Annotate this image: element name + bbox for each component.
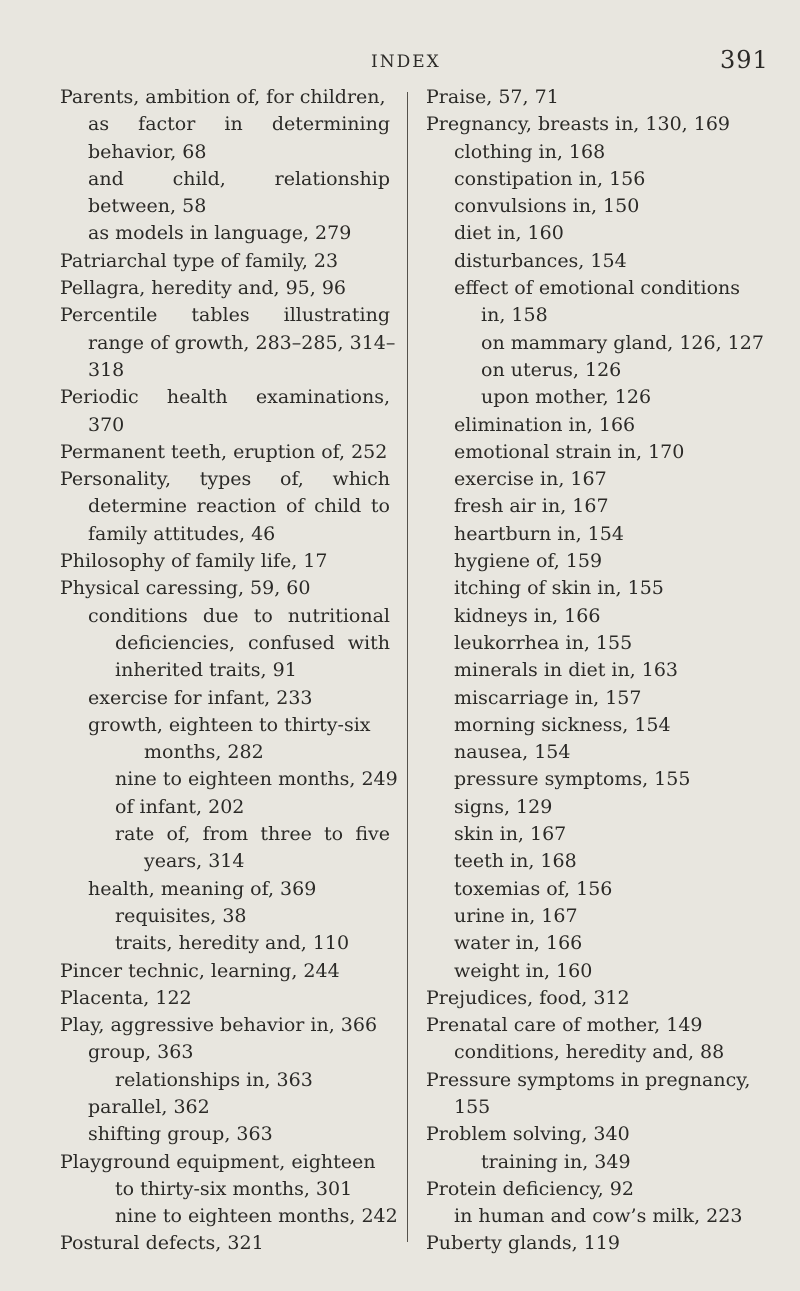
- index-subentry: years, 314: [144, 850, 245, 873]
- index-subentry: in human and cow’s milk, 223: [454, 1205, 743, 1228]
- index-entry: Puberty glands, 119: [426, 1232, 620, 1255]
- index-subentry: conditions due to nutritional: [88, 604, 390, 627]
- index-entry: Placenta, 122: [60, 986, 192, 1009]
- index-subentry: and child, relationship: [88, 167, 390, 190]
- index-entry: Pincer technic, learning, 244: [60, 959, 340, 982]
- index-entry: Pellagra, heredity and, 95, 96: [60, 277, 347, 300]
- index-subentry: family attitudes, 46: [88, 522, 276, 545]
- index-column-right: [426, 84, 776, 1258]
- index-subentry: signs, 129: [454, 795, 553, 818]
- index-entry: Protein deficiency, 92: [426, 1177, 634, 1200]
- index-subentry: heartburn in, 154: [454, 522, 624, 545]
- index-subentry: relationships in, 363: [115, 1068, 313, 1091]
- index-entry: Pregnancy, breasts in, 130, 169: [426, 113, 730, 136]
- index-subentry: between, 58: [88, 195, 207, 218]
- index-entry: Postural defects, 321: [60, 1232, 264, 1255]
- index-subentry: toxemias of, 156: [454, 877, 613, 900]
- page-header: [0, 44, 800, 84]
- index-subentry: minerals in diet in, 163: [454, 659, 679, 682]
- index-subentry: miscarriage in, 157: [454, 686, 642, 709]
- index-subentry: elimination in, 166: [454, 413, 636, 436]
- index-entry: Play, aggressive behavior in, 366: [60, 1014, 378, 1037]
- index-subentry: exercise for infant, 233: [88, 686, 313, 709]
- index-subentry: fresh air in, 167: [454, 495, 609, 518]
- index-entry: Pressure symptoms in pregnancy,: [426, 1068, 751, 1091]
- index-entry: Permanent teeth, eruption of, 252: [60, 440, 388, 463]
- index-subentry: weight in, 160: [454, 959, 593, 982]
- index-subentry: conditions, heredity and, 88: [454, 1041, 725, 1064]
- index-subentry: behavior, 68: [88, 140, 207, 163]
- index-subentry: deficiencies, confused with: [115, 631, 390, 654]
- index-subentry: shifting group, 363: [88, 1123, 273, 1146]
- index-entry: Philosophy of family life, 17: [60, 550, 328, 573]
- index-subentry: constipation in, 156: [454, 167, 646, 190]
- index-entry: Playground equipment, eighteen: [60, 1150, 376, 1173]
- index-subentry: parallel, 362: [88, 1095, 210, 1118]
- index-subentry: inherited traits, 91: [115, 659, 297, 682]
- index-subentry: teeth in, 168: [454, 850, 577, 873]
- index-subentry: determine reaction of child to: [88, 495, 390, 518]
- index-subentry: disturbances, 154: [454, 249, 627, 272]
- index-entry: Praise, 57, 71: [426, 86, 559, 108]
- index-subentry: hygiene of, 159: [454, 550, 603, 573]
- index-entry: Parents, ambition of, for children,: [60, 86, 386, 108]
- index-entry: Personality, types of, which: [60, 468, 390, 491]
- index-subentry: upon mother, 126: [481, 386, 652, 409]
- index-subentry: clothing in, 168: [454, 140, 606, 163]
- index-subentry: on uterus, 126: [481, 358, 622, 381]
- index-subentry: skin in, 167: [454, 823, 567, 846]
- index-subentry: convulsions in, 150: [454, 195, 640, 218]
- index-subentry: rate of, from three to five: [115, 823, 390, 846]
- index-subentry: leukorrhea in, 155: [454, 631, 633, 654]
- index-subentry: diet in, 160: [454, 222, 564, 245]
- index-entry: Percentile tables illustrating: [60, 304, 390, 327]
- page-number: 391: [720, 46, 769, 74]
- index-subentry: morning sickness, 154: [454, 713, 671, 736]
- index-subentry: nausea, 154: [454, 741, 571, 764]
- index-subentry: as factor in determining: [88, 113, 390, 136]
- index-subentry: growth, eighteen to thirty-six: [88, 713, 371, 736]
- index-subentry: of infant, 202: [115, 795, 245, 818]
- index-entry: Prenatal care of mother, 149: [426, 1014, 703, 1037]
- index-subentry: emotional strain in, 170: [454, 440, 685, 463]
- index-subentry: months, 282: [144, 741, 264, 764]
- index-subentry: nine to eighteen months, 249: [115, 768, 398, 791]
- index-subentry: pressure symptoms, 155: [454, 768, 691, 791]
- index-subentry: exercise in, 167: [454, 468, 607, 491]
- index-subentry: on mammary gland, 126, 127: [481, 331, 764, 354]
- index-subentry: as models in language, 279: [88, 222, 352, 245]
- index-subentry: 370: [88, 413, 125, 436]
- index-entry: Patriarchal type of family, 23: [60, 249, 339, 272]
- running-head: INDEX: [371, 52, 441, 72]
- index-subentry: effect of emotional conditions: [454, 277, 741, 300]
- index-entry: Problem solving, 340: [426, 1123, 630, 1146]
- index-subentry: traits, heredity and, 110: [115, 932, 350, 955]
- index-entry: Prejudices, food, 312: [426, 986, 630, 1009]
- index-entry: Periodic health examinations,: [60, 386, 390, 409]
- index-subentry: in, 158: [481, 304, 548, 327]
- index-subentry: group, 363: [88, 1041, 194, 1064]
- index-subentry: kidneys in, 166: [454, 604, 601, 627]
- index-subentry: training in, 349: [481, 1150, 631, 1173]
- index-subentry: itching of skin in, 155: [454, 577, 664, 600]
- index-subentry: nine to eighteen months, 242: [115, 1205, 398, 1228]
- index-column-left: [60, 84, 398, 1258]
- index-subentry: range of growth, 283–285, 314–: [88, 331, 396, 354]
- column-divider: [407, 92, 408, 1242]
- index-subentry: health, meaning of, 369: [88, 877, 317, 900]
- index-subentry: to thirty-six months, 301: [115, 1177, 353, 1200]
- index-entry: Physical caressing, 59, 60: [60, 577, 311, 600]
- index-subentry: requisites, 38: [115, 904, 247, 927]
- index-subentry: urine in, 167: [454, 904, 578, 927]
- index-subentry: water in, 166: [454, 932, 583, 955]
- index-subentry: 155: [454, 1095, 491, 1118]
- index-subentry: 318: [88, 358, 125, 381]
